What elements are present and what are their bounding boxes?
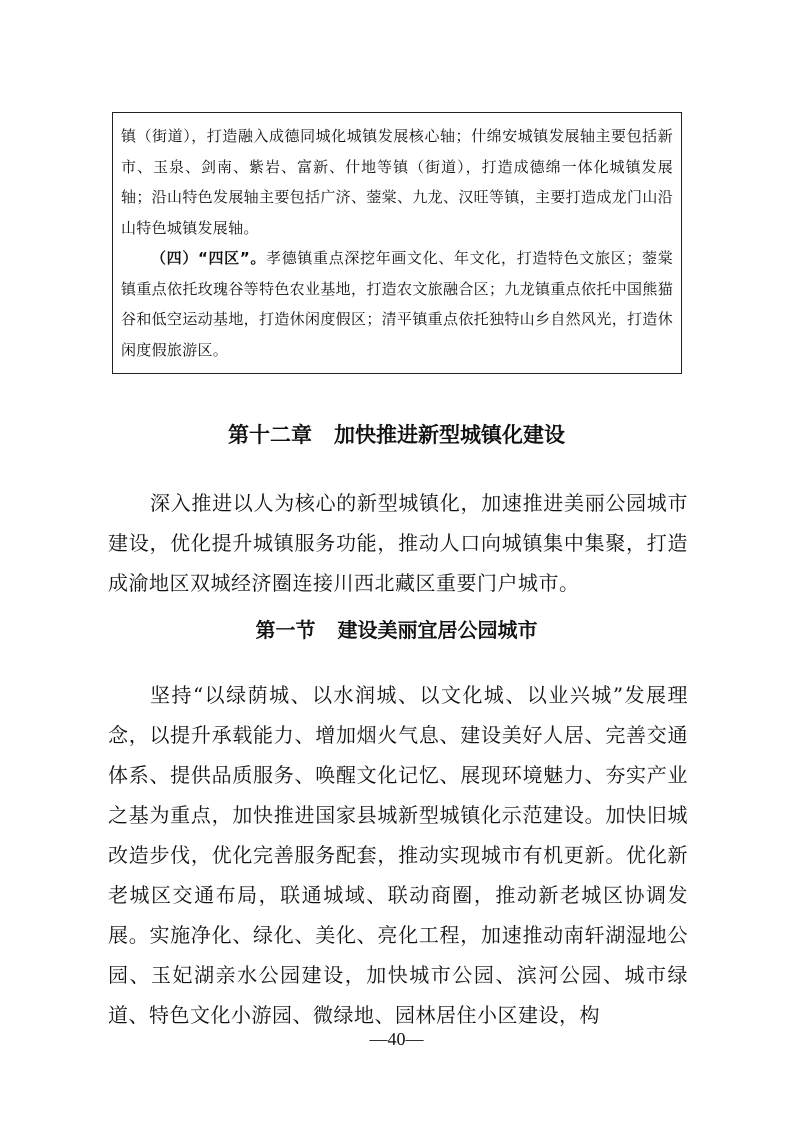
chapter-title: 加快推进新型城镇化建设: [334, 423, 565, 447]
section-number: 第一节: [255, 618, 316, 642]
boxed-excerpt: [112, 112, 682, 374]
section-heading: [0, 615, 793, 645]
page-number: —40—: [369, 1029, 424, 1049]
section-title: 建设美丽宜居公园城市: [337, 618, 538, 642]
boxed-subheading: （四）“四区”。: [151, 249, 267, 267]
chapter-heading: [0, 420, 793, 450]
chapter-intro-paragraph: 深入推进以人为核心的新型城镇化，加速推进美丽公园城市建设，优化提升城镇服务功能，推动人口向城镇集中集聚，打造成渝地区双城经济圈连接川西北藏区重要门户城市。: [108, 491, 688, 595]
boxed-paragraph: 镇（街道），打造融入成德同城化城镇发展核心轴；什绵安城镇发展轴主要包括新市、玉泉、剑南、紫岩、富新、什地等镇（街道），打造成德绵一体化城镇发展轴；沿山特色发展轴主要包括广济、蓥棠、九龙、汉旺等镇，主要打造成龙门山沿山特色城镇发展轴。: [121, 127, 673, 237]
boxed-paragraph-section-four: [121, 243, 673, 365]
section-body-paragraph: 坚持“以绿荫城、以水润城、以文化城、以业兴城”发展理念，以提升承载能力、增加烟火气息、建设美好人居、完善交通体系、提供品质服务、唤醒文化记忆、展现环境魅力、夯实产业之基为重点，加快推进国家县城新型城镇化示范建设。加快旧城改造步伐，优化完善服务配套，推动实现城市有机更新。优化新老城区交通布局，联通城域、联动商圈，推动新老城区协调发展。实施净化、绿化、美化、亮化工程，加速推动南轩湖湿地公园、玉妃湖亲水公园建设，加快城市公园、滨河公园、城市绿道、特色文化小游园、微绿地、园林居住小区建设，构: [108, 683, 688, 1027]
boxed-subheading-text: 孝德镇重点深挖年画文化、年文化，打造特色文旅区；蓥棠镇重点依托玫瑰谷等特色农业基地，打造农文旅融合区；九龙镇重点依托中国熊猫谷和低空运动基地，打造休闲度假区；清平镇重点依托独特山乡自然风光，打造休闲度假旅游区。: [121, 249, 673, 359]
chapter-number: 第十二章: [228, 423, 312, 447]
